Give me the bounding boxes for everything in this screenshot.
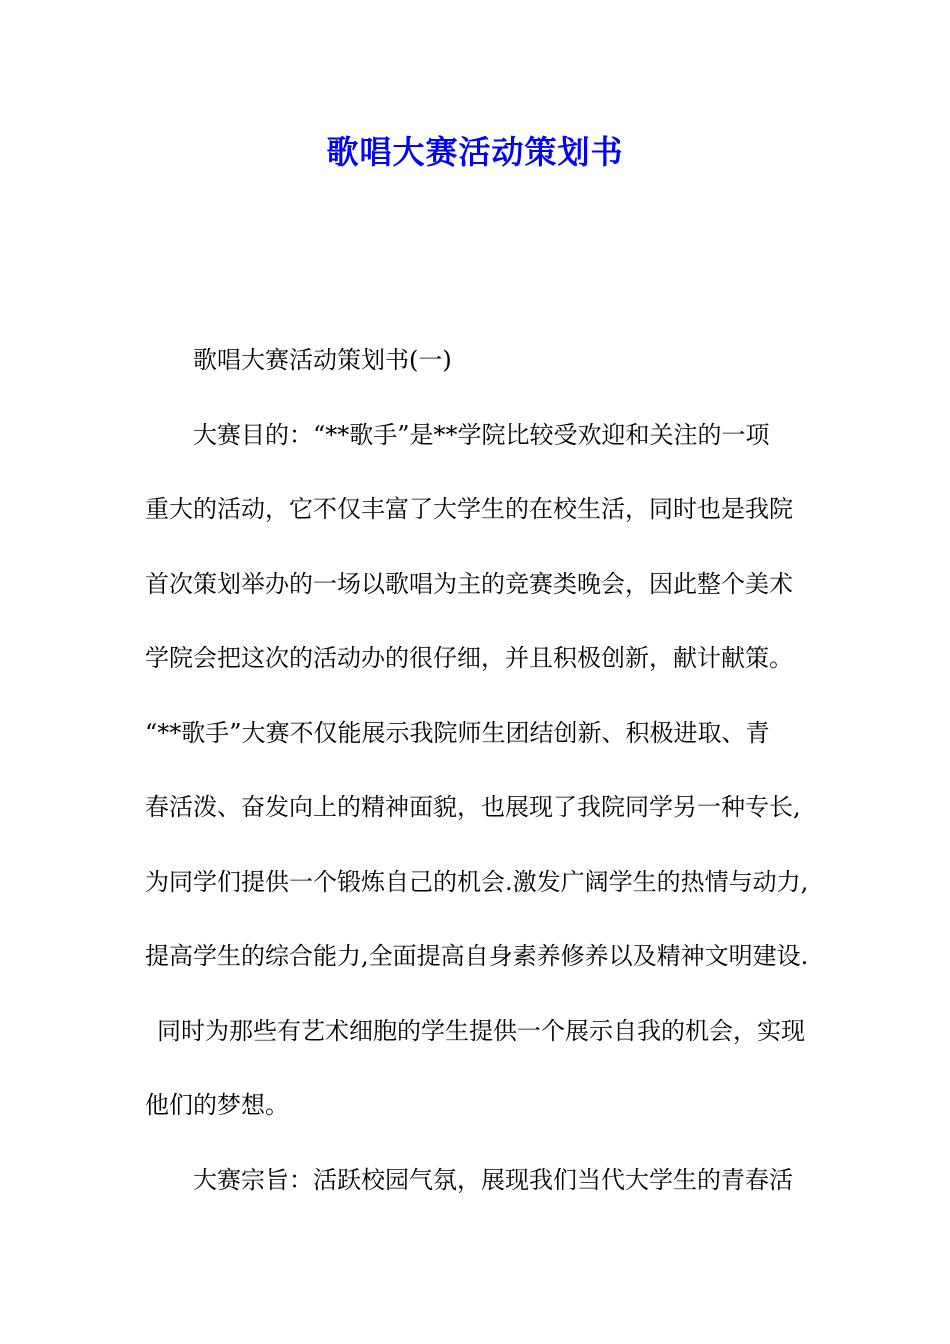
paragraph-line: 首次策划举办的一场以歌唱为主的竞赛类晚会，因此整个美术 — [145, 569, 793, 598]
paragraph-line: 为同学们提供一个锻炼自己的机会.激发广阔学生的热情与动力, — [145, 867, 809, 896]
paragraph-line: 学院会把这次的活动办的很仔细，并且积极创新，献计献策。 — [145, 644, 793, 672]
paragraph-line: 同时为那些有艺术细胞的学生提供一个展示自我的机会，实现 — [157, 1016, 805, 1045]
paragraph-line: 提高学生的综合能力,全面提高自身素养修养以及精神文明建设. — [145, 942, 809, 970]
paragraph-line: 大赛宗旨：活跃校园气氛，展现我们当代大学生的青春活 — [193, 1165, 793, 1194]
paragraph-line: 春活泼、奋发向上的精神面貌，也展现了我院同学另一种专长, — [145, 793, 801, 821]
section-heading: 歌唱大赛活动策划书(一) — [193, 346, 452, 374]
paragraph-line: “**歌手”大赛不仅能展示我院师生团结创新、积极进取、青 — [145, 718, 770, 747]
document-body — [145, 340, 825, 1234]
paragraph-line: 重大的活动，它不仅丰富了大学生的在校生活，同时也是我院 — [145, 495, 793, 523]
paragraph-line: 他们的梦想。 — [145, 1091, 289, 1119]
paragraph-line: 大赛目的：“**歌手”是**学院比较受欢迎和关注的一项 — [193, 420, 770, 449]
document-title: 歌唱大赛活动策划书 — [326, 133, 624, 171]
